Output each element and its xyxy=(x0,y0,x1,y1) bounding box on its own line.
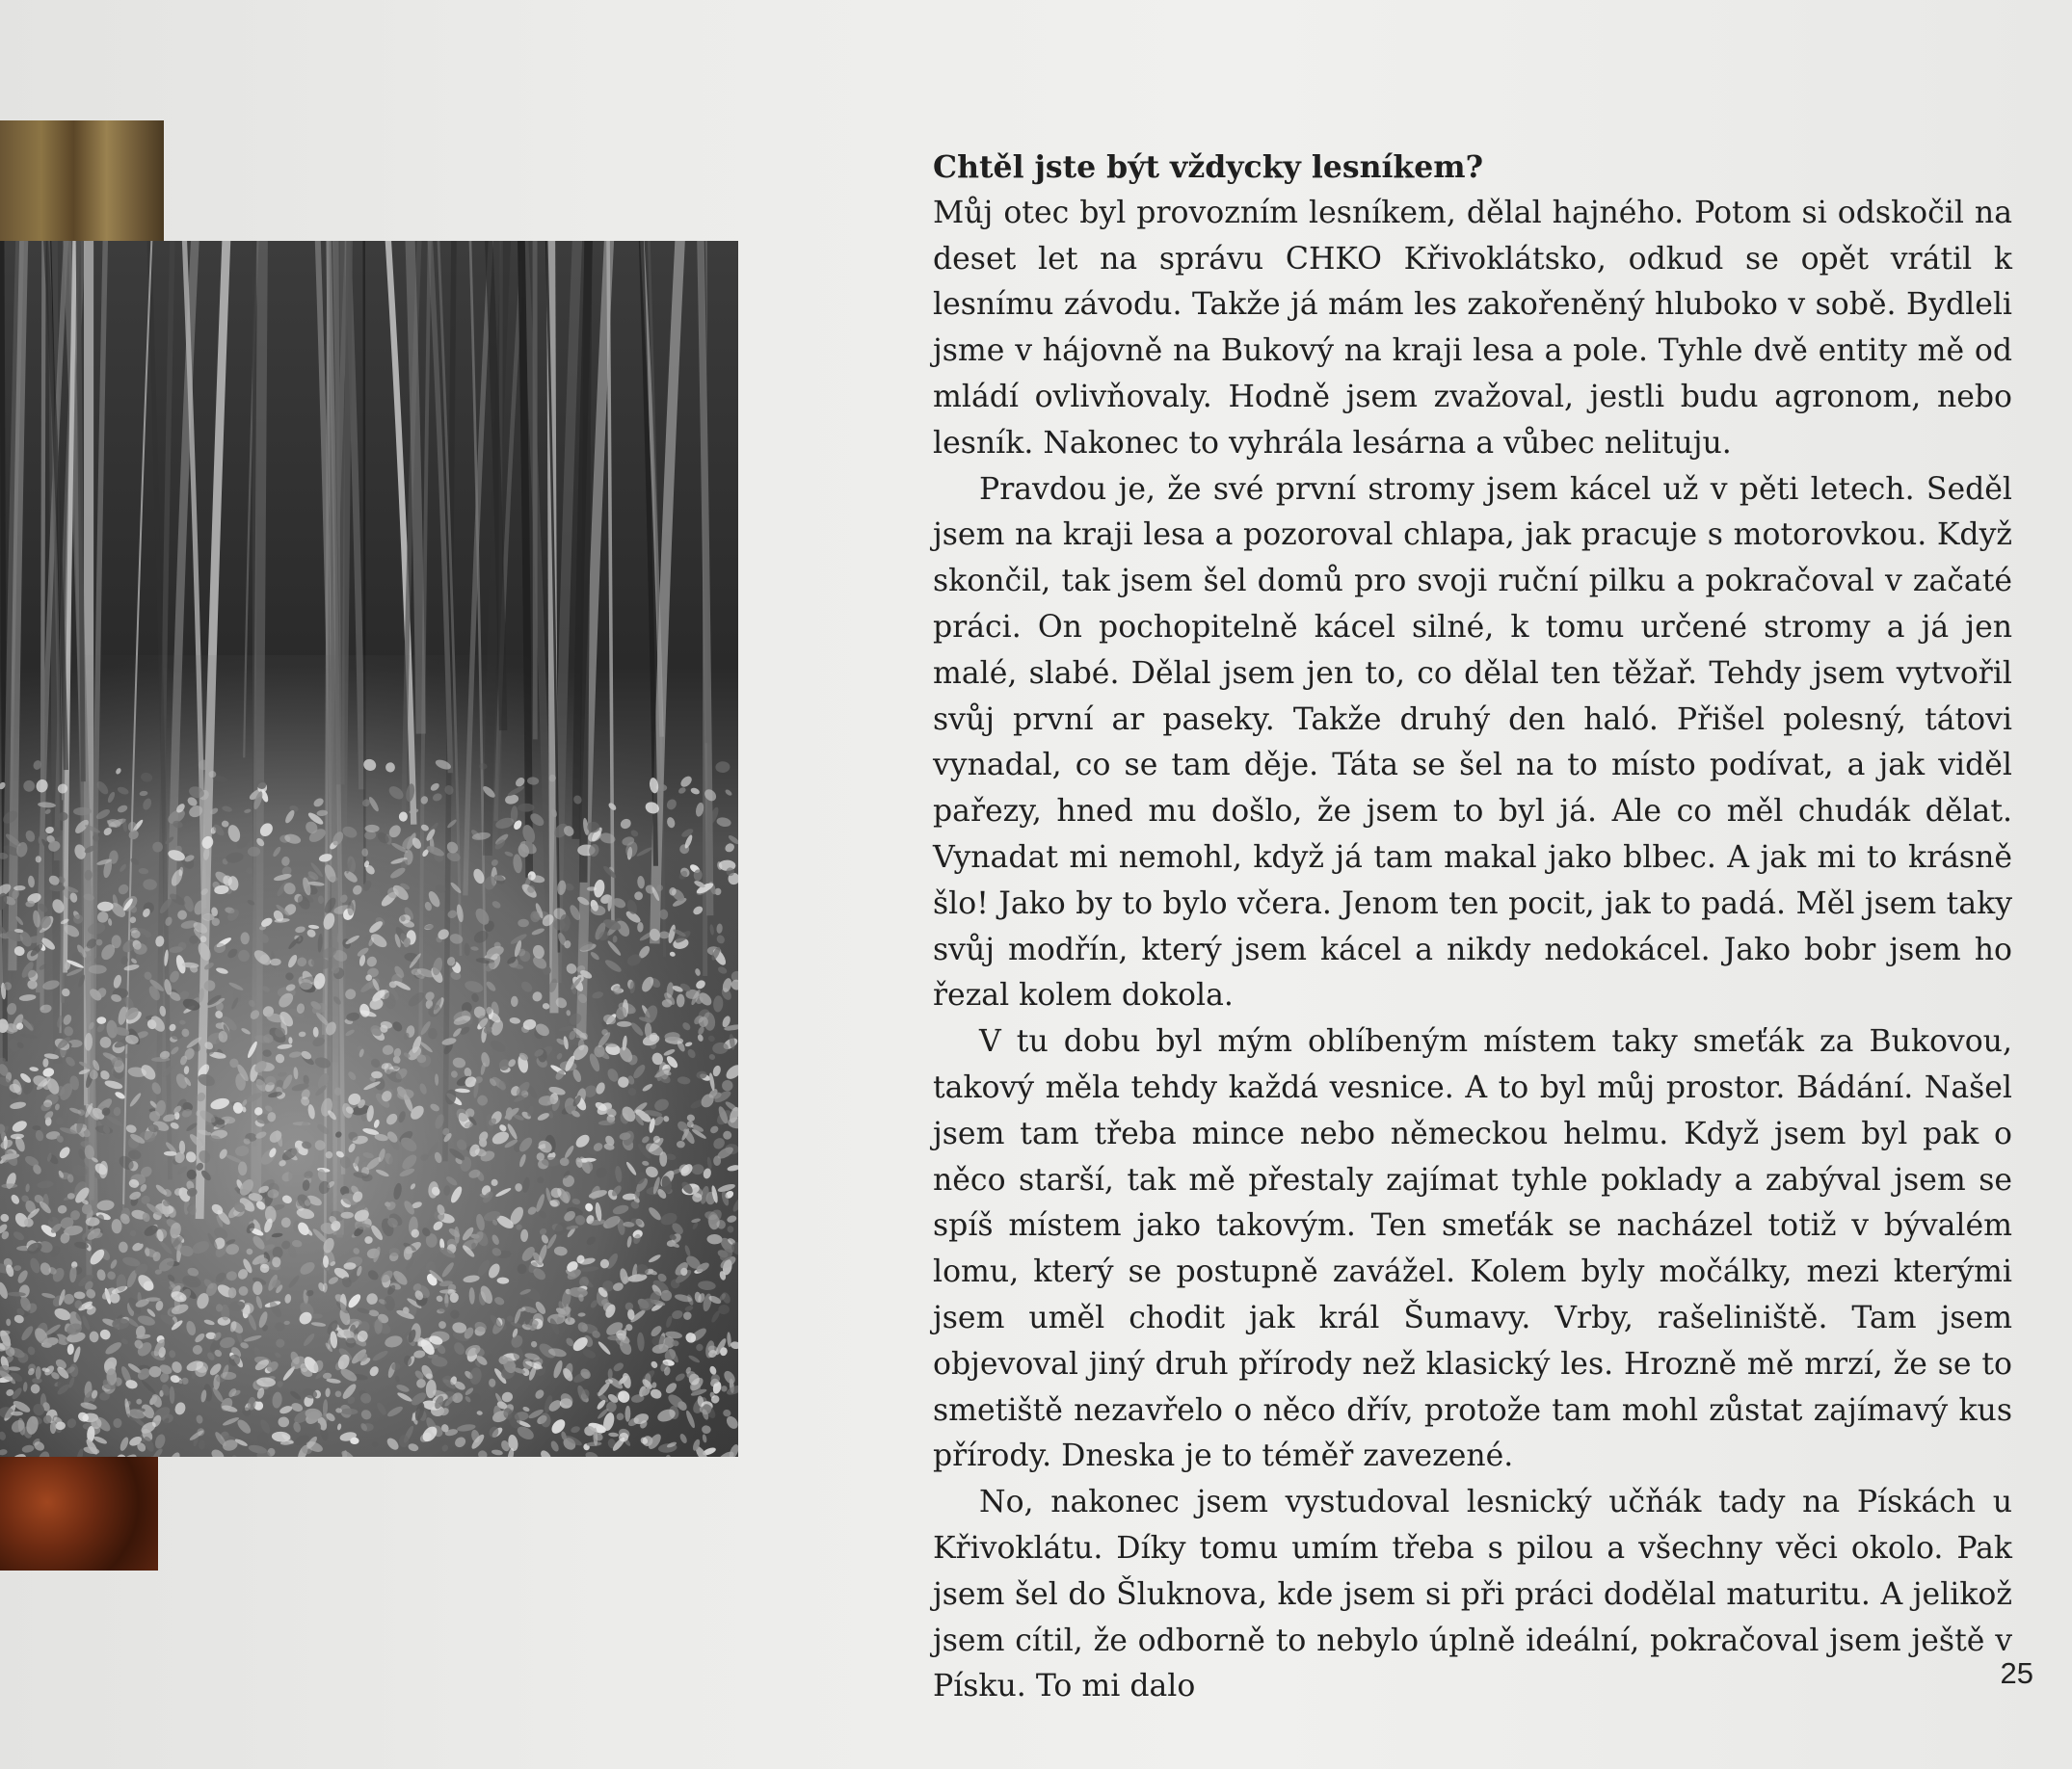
article-text xyxy=(933,145,2012,1710)
paragraph-4: No, nakonec jsem vystudoval lesnický učňák tady na Pískách u Křivoklátu. Díky tomu umím třeba s pilou a všechny věci okolo. Pak jsem šel do Šluknova, kde jsem si při práci dodělal maturitu. A jelikož jsem cítil, že odborně to nebylo úplně ideální, pokračoval jsem ještě v Písku. To mi dalo xyxy=(933,1485,2012,1704)
photo-edge-top xyxy=(0,120,164,241)
interview-question: Chtěl jste být vždycky lesníkem? xyxy=(933,149,1484,185)
paragraph-2: Pravdou je, že své první stromy jsem kácel už v pěti letech. Seděl jsem na kraji lesa a pozoroval chlapa, jak pracuje s motorovkou. Když skončil, tak jsem šel domů pro svoji ruční pilku a pokračoval v začaté práci. On pochopitelně kácel silné, k tomu určené stromy a já jen malé, slabé. Dělal jsem jen to, co dělal ten těžař. Tehdy jsem vytvořil svůj první ar paseky. Takže druhý den haló. Přišel polesný, tátovi vynadal, co se tam děje. Táta se šel na to místo podívat, a jak viděl pařezy, hned mu došlo, že jsem to byl já. Ale co měl chudák dělat. Vynadat mi nemohl, když já tam makal jako blbec. A jak mi to krásně šlo! Jako by to bylo včera. Jenom ten pocit, jak to padá. Měl jsem taky svůj modřín, který jsem kácel a nikdy nedokácel. Jako bobr jsem ho řezal kolem dokola. xyxy=(933,471,2012,1014)
paragraph-1: Můj otec byl provozním lesníkem, dělal hajného. Potom si odskočil na deset let na správu CHKO Křivoklátsko, odkud se opět vrátil k lesnímu závodu. Takže já mám les zakořeněný hluboko v sobě. Bydleli jsme v hájovně na Bukový na kraji lesa a pole. Tyhle dvě entity mě od mládí ovlivňovaly. Hodně jsem zvažoval, jestli budu agronom, nebo lesník. Nakonec to vyhrála lesárna a vůbec nelituju. xyxy=(933,195,2012,461)
photo-edge-bottom xyxy=(0,1457,158,1571)
paragraph-3: V tu dobu byl mým oblíbeným místem taky smeťák za Bukovou, takový měla tehdy každá vesnice. A to byl můj prostor. Bádání. Našel jsem tam třeba mince nebo německou helmu. Když jsem byl pak o něco starší, tak mě přestaly zajímat tyhle poklady a zabýval jsem se spíš místem jako takovým. Ten smeťák se nacházel totiž v bývalém lomu, který se postupně zavážel. Kolem byly močálky, mezi kterými jsem uměl chodit jak král Šumavy. Vrby, rašeliniště. Tam jsem objevoval jiný druh přírody než klasický les. Hrozně mě mrzí, že se to smetiště nezavřelo o něco dřív, protože tam mohl zůstat zajímavý kus přírody. Dneska je to téměř zavezené. xyxy=(933,1024,2012,1474)
page-number: 25 xyxy=(2000,1656,2033,1690)
forest-photo xyxy=(0,241,738,1457)
